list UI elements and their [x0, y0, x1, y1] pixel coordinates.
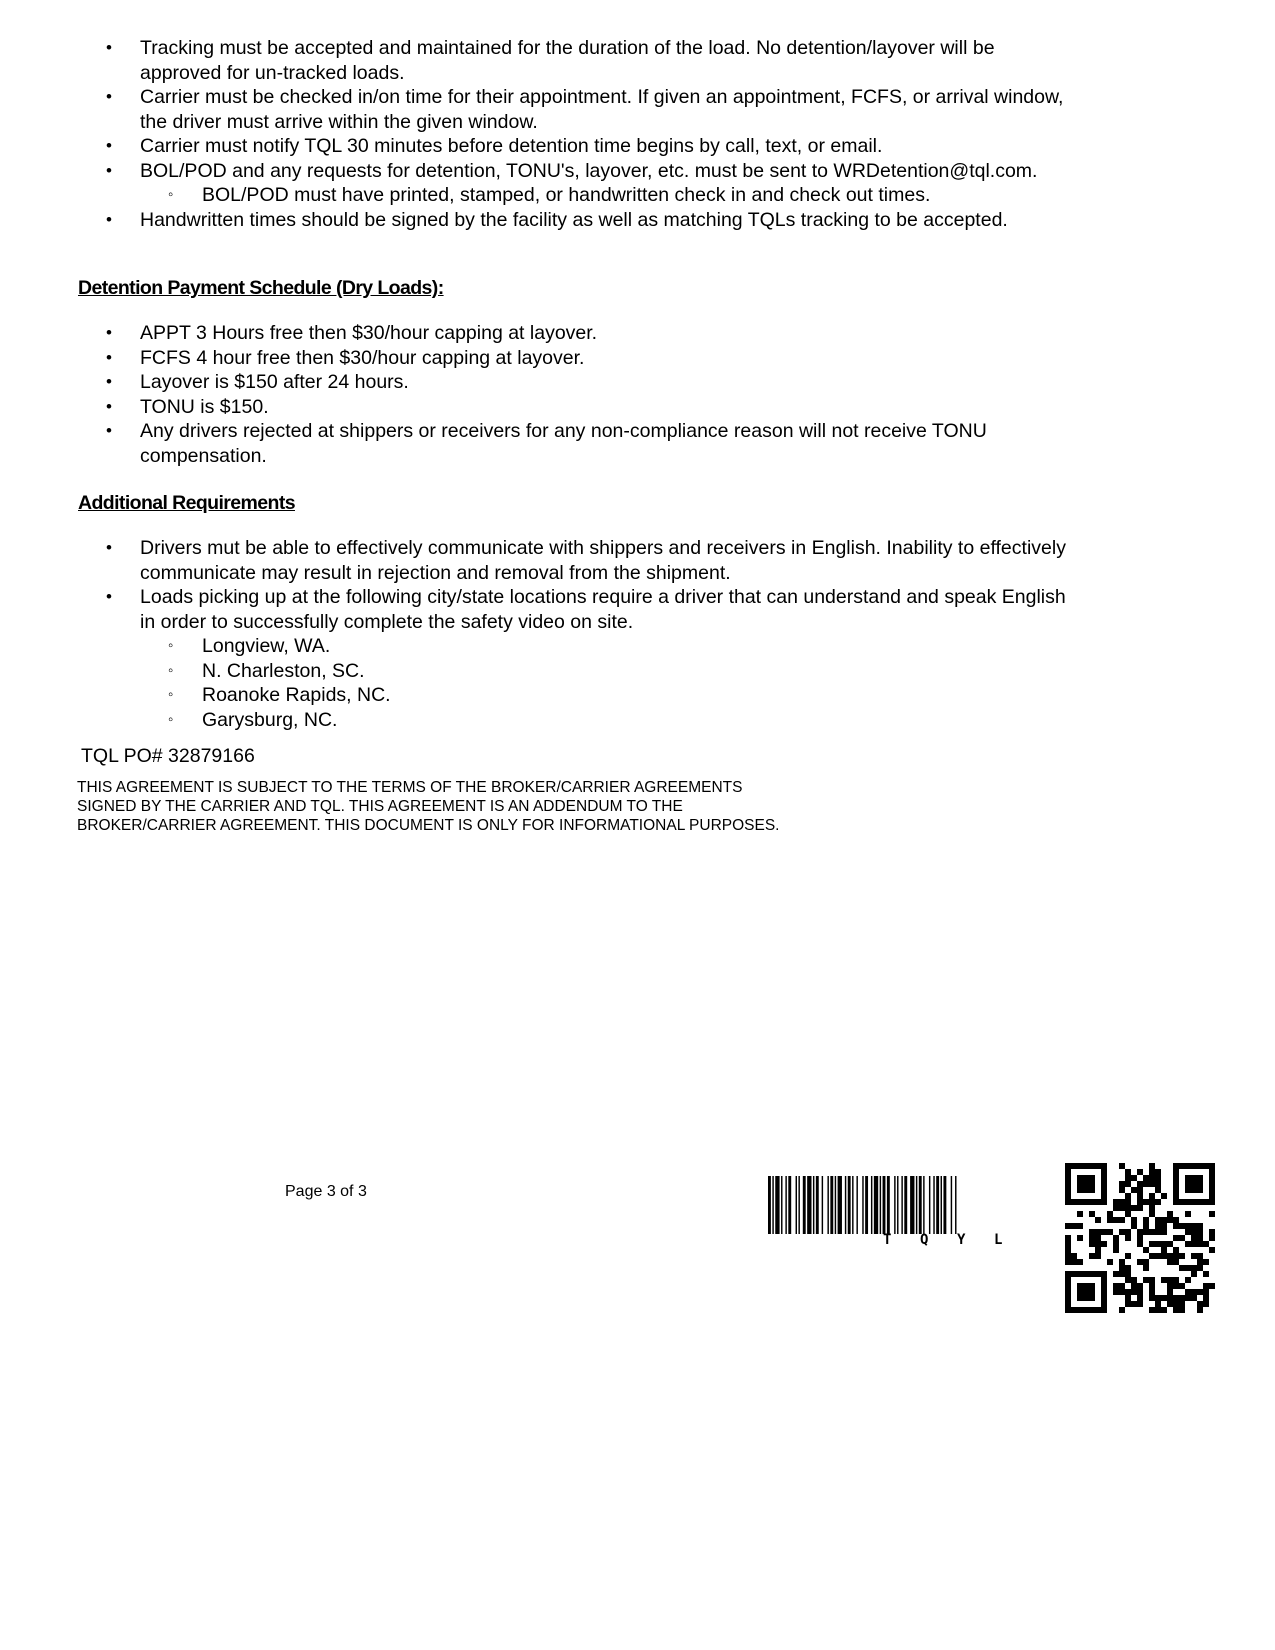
location-item: ◦ N. Charleston, SC. [78, 659, 1078, 684]
barcode-char: T [883, 1232, 892, 1248]
list-item: • Carrier must notify TQL 30 minutes before detention time begins by call, text, or email. [78, 134, 1078, 159]
additional-requirements-heading: Additional Requirements [78, 492, 295, 514]
additional-requirements-list [78, 536, 1078, 732]
detention-heading: Detention Payment Schedule (Dry Loads): [78, 277, 444, 299]
sub-list-item: ◦ BOL/POD must have printed, stamped, or handwritten check in and check out times. [78, 183, 1078, 208]
list-item: • Drivers mut be able to effectively communicate with shippers and receivers in English. Inability to effectively communicate may result in rejection and removal from the shipment. [78, 536, 1078, 585]
list-item: • Handwritten times should be signed by the facility as well as matching TQLs tracking to be accepted. [78, 208, 1078, 233]
list-item: • Layover is $150 after 24 hours. [78, 370, 1078, 395]
barcode-char: Q [920, 1232, 929, 1248]
location-item: ◦ Roanoke Rapids, NC. [78, 683, 1078, 708]
qr-code [1065, 1163, 1215, 1313]
detention-schedule-list [78, 321, 1078, 468]
page-number: Page 3 of 3 [285, 1183, 367, 1200]
agreement-disclaimer: THIS AGREEMENT IS SUBJECT TO THE TERMS OF THE BROKER/CARRIER AGREEMENTS SIGNED BY THE CARRIER AND TQL. THIS AGREEMENT IS AN ADDENDUM TO THE BROKER/CARRIER AGREEMENT. THIS DOCUMENT IS ONLY FOR INFORMATIONAL PURPOSES. [77, 779, 780, 834]
list-item: • Loads picking up at the following city/state locations require a driver that can understand and speak English in order to successfully complete the safety video on site. [78, 585, 1078, 634]
list-item: • Tracking must be accepted and maintained for the duration of the load. No detention/layover will be approved for un-tracked loads. [78, 36, 1078, 85]
list-item: • TONU is $150. [78, 395, 1078, 420]
list-item: • Any drivers rejected at shippers or receivers for any non-compliance reason will not receive TONU compensation. [78, 419, 1078, 468]
list-item: • APPT 3 Hours free then $30/hour capping at layover. [78, 321, 1078, 346]
po-number: TQL PO# 32879166 [81, 745, 255, 767]
list-item: • FCFS 4 hour free then $30/hour capping at layover. [78, 346, 1078, 371]
barcode-char: L [994, 1232, 1003, 1248]
barcode-char: Y [957, 1232, 966, 1248]
barcode [768, 1176, 1050, 1234]
list-item: • Carrier must be checked in/on time for their appointment. If given an appointment, FCFS, or arrival window, the driver must arrive within the given window. [78, 85, 1078, 134]
location-item: ◦ Longview, WA. [78, 634, 1078, 659]
tracking-requirements-list [78, 36, 1078, 232]
location-item: ◦ Garysburg, NC. [78, 708, 1078, 733]
list-item: • BOL/POD and any requests for detention, TONU's, layover, etc. must be sent to WRDetention@tql.com. [78, 159, 1078, 184]
